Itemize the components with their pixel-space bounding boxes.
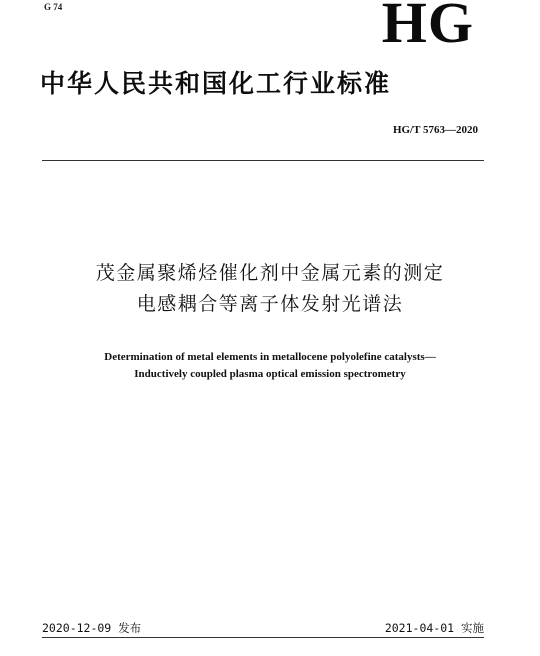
top-divider bbox=[42, 160, 484, 161]
chinese-title-line-1: 茂金属聚烯烃催化剂中金属元素的测定 bbox=[95, 262, 445, 284]
classification-code: G 74 bbox=[44, 2, 63, 12]
english-title-line-1: Determination of metal elements in metallocene polyolefine catalysts— bbox=[104, 351, 436, 363]
hg-logo: HG bbox=[381, 0, 474, 55]
standard-name-heading: 中华人民共和国化工行业标准 bbox=[40, 69, 392, 98]
implementation-date: 2021-04-01 实施 bbox=[384, 621, 484, 635]
chinese-title bbox=[0, 258, 540, 320]
issue-date: 2020-12-09 发布 bbox=[42, 621, 142, 635]
bottom-divider bbox=[42, 637, 484, 638]
english-title-line-2: Inductively coupled plasma optical emission spectrometry bbox=[134, 368, 406, 380]
english-title bbox=[0, 349, 540, 383]
chinese-title-line-2: 电感耦合等离子体发射光谱法 bbox=[136, 293, 404, 315]
standard-code: HG/T 5763—2020 bbox=[392, 124, 478, 136]
